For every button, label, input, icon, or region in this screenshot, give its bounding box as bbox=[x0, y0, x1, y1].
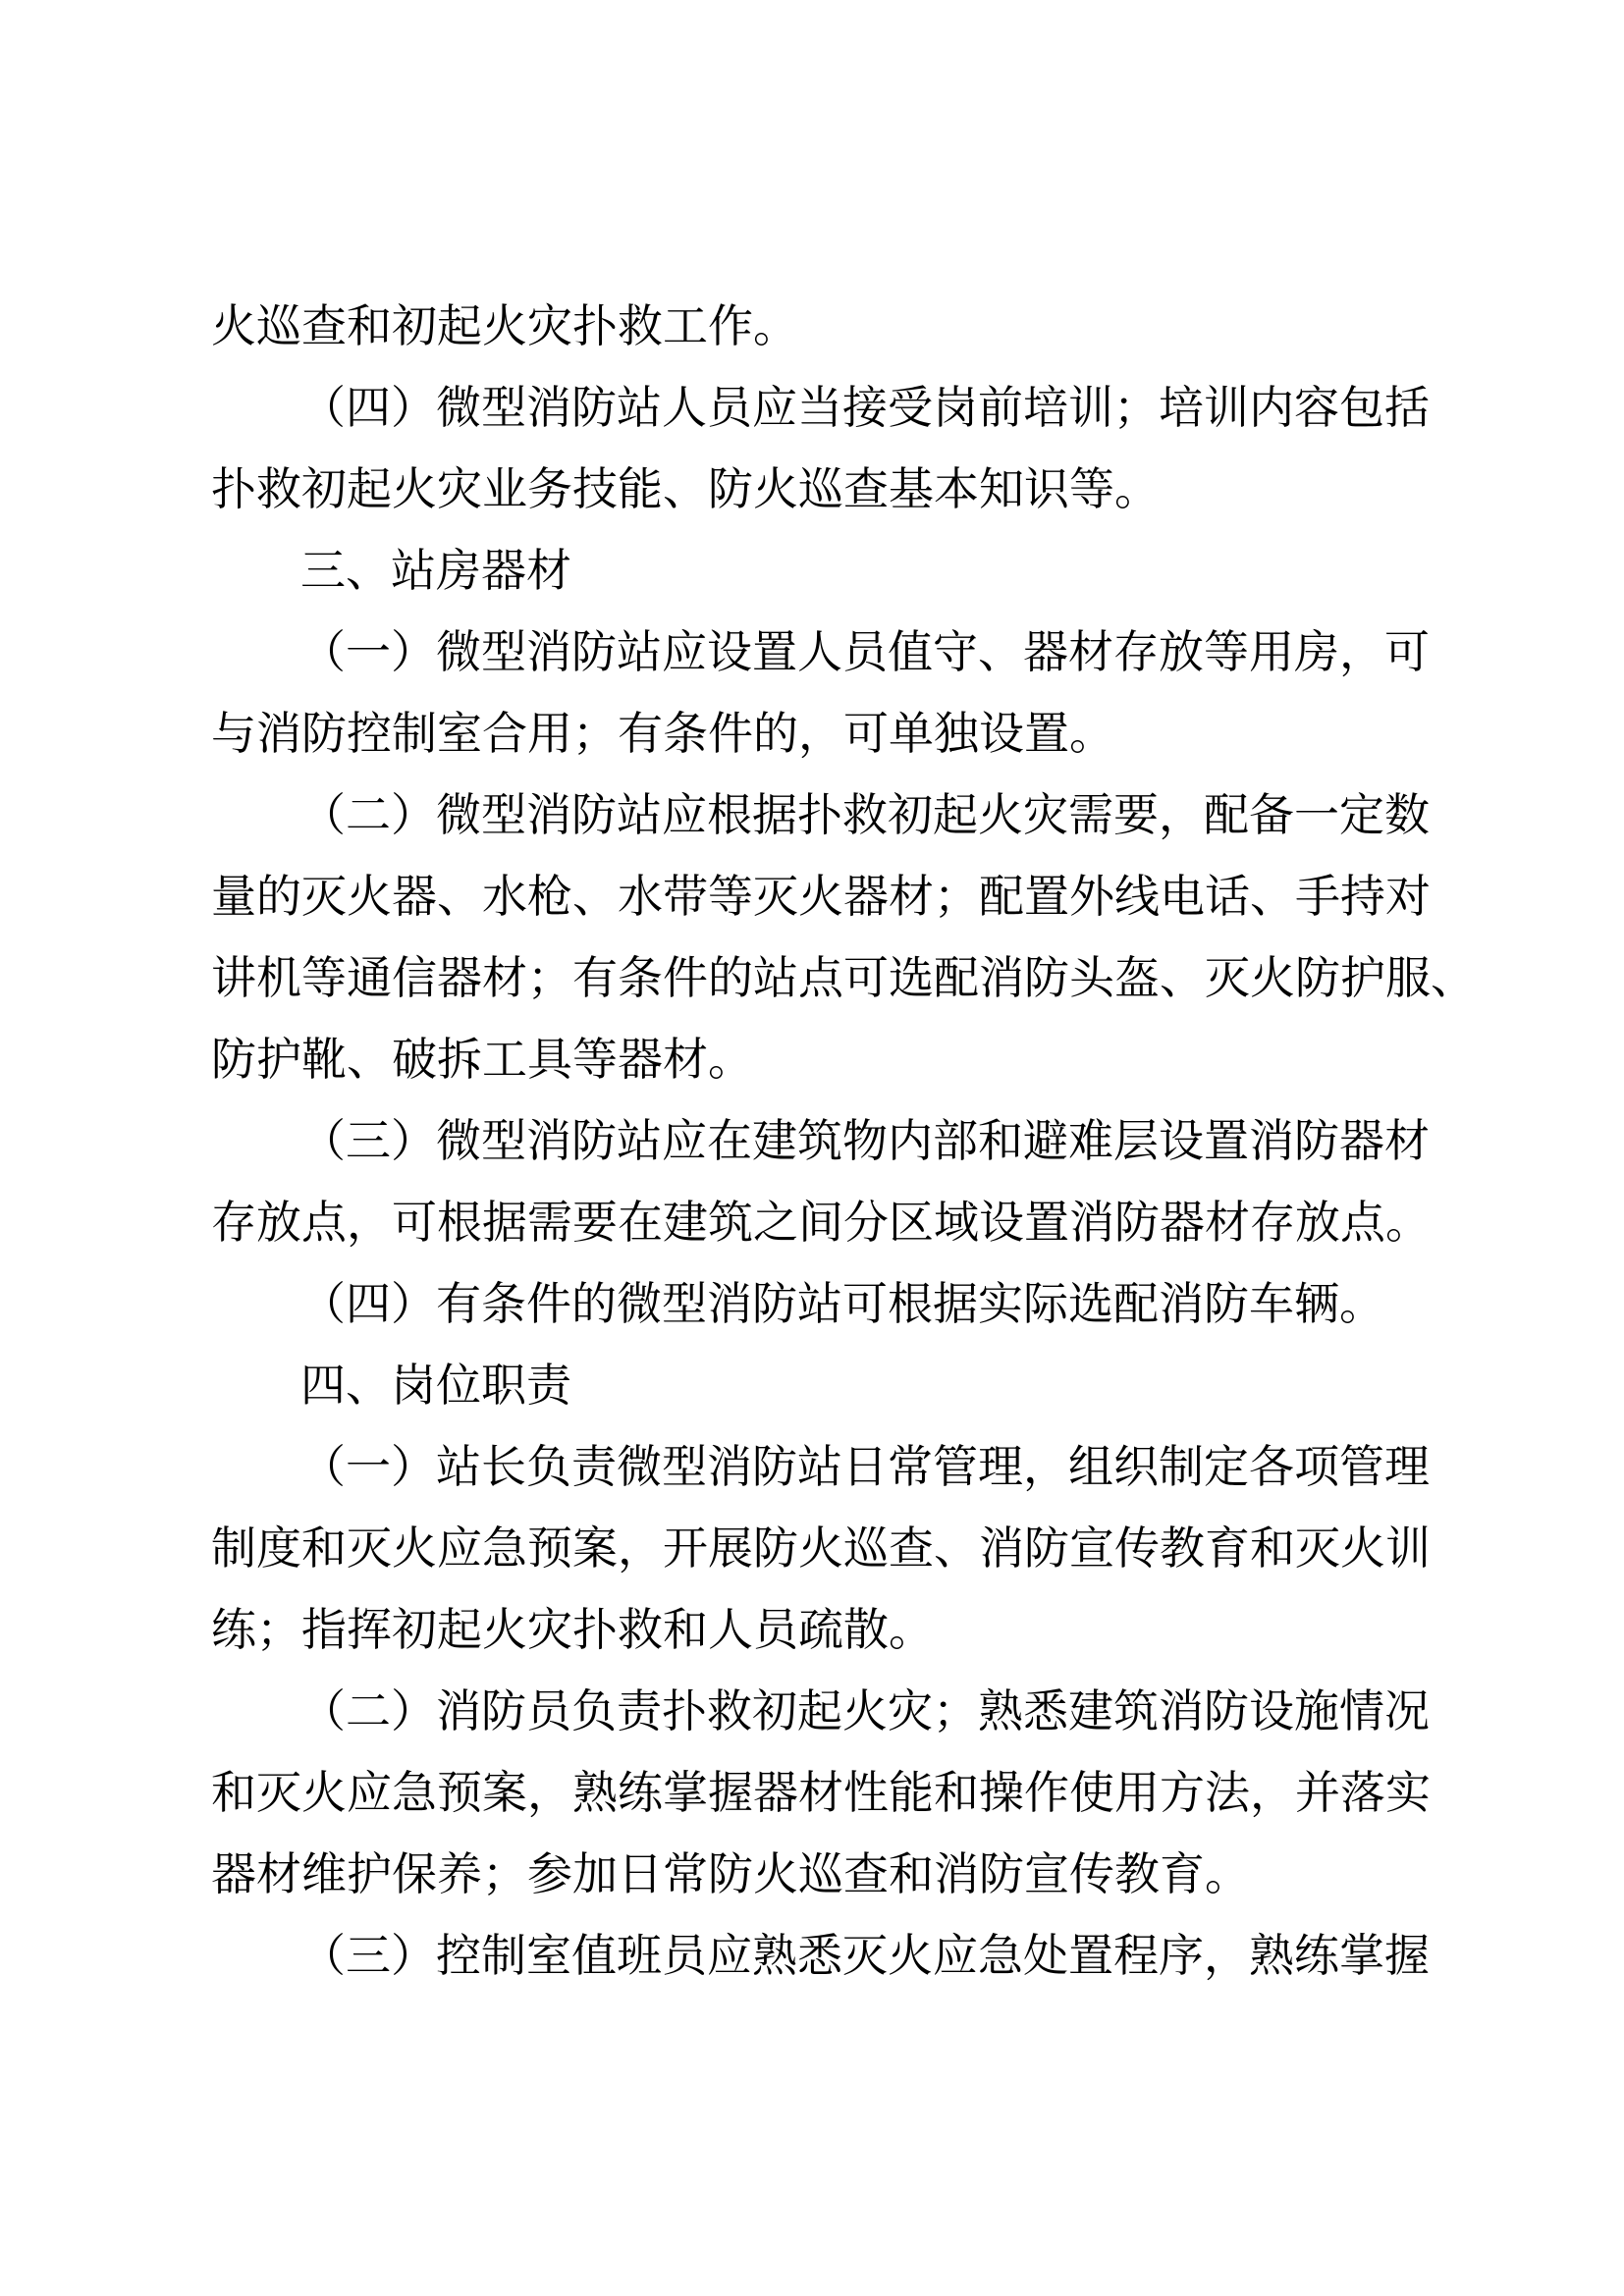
text-line: 存放点，可根据需要在建筑之间分区域设置消防器材存放点。 bbox=[211, 1196, 1431, 1249]
text-line: 练；指挥初起火灾扑救和人员疏散。 bbox=[211, 1603, 934, 1656]
text-line: 和灭火应急预案，熟练掌握器材性能和操作使用方法，并落实 bbox=[211, 1766, 1431, 1819]
section-heading: 三、站房器材 bbox=[300, 544, 571, 597]
text-line: 量的灭火器、水枪、水带等灭火器材；配置外线电话、手持对 bbox=[211, 870, 1431, 923]
paragraph-start: （二）微型消防站应根据扑救初起火灾需要，配备一定数 bbox=[300, 788, 1430, 841]
text-line: 讲机等通信器材；有条件的站点可选配消防头盔、灭火防护服、 bbox=[211, 951, 1476, 1004]
text-line: 制度和灭火应急预案，开展防火巡查、消防宣传教育和灭火训 bbox=[211, 1522, 1431, 1575]
text-line: 火巡查和初起火灾扑救工作。 bbox=[211, 299, 798, 352]
paragraph-start: （二）消防员负责扑救初起火灾；熟悉建筑消防设施情况 bbox=[300, 1684, 1430, 1737]
text-line: 防护靴、破拆工具等器材。 bbox=[211, 1033, 753, 1086]
paragraph-start: （三）控制室值班员应熟悉灭火应急处置程序，熟练掌握 bbox=[300, 1929, 1430, 1982]
paragraph-start: （四）有条件的微型消防站可根据实际选配消防车辆。 bbox=[300, 1277, 1384, 1330]
text-line: 扑救初起火灾业务技能、防火巡查基本知识等。 bbox=[211, 462, 1160, 515]
paragraph-start: （三）微型消防站应在建筑物内部和避难层设置消防器材 bbox=[300, 1114, 1430, 1167]
paragraph-start: （一）站长负责微型消防站日常管理，组织制定各项管理 bbox=[300, 1440, 1430, 1493]
text-line: 器材维护保养；参加日常防火巡查和消防宣传教育。 bbox=[211, 1847, 1250, 1900]
text-line: 与消防控制室合用；有条件的，可单独设置。 bbox=[211, 707, 1114, 760]
paragraph-start: （四）微型消防站人员应当接受岗前培训；培训内容包括 bbox=[300, 381, 1430, 434]
paragraph-start: （一）微型消防站应设置人员值守、器材存放等用房，可 bbox=[300, 625, 1430, 678]
section-heading: 四、岗位职责 bbox=[300, 1359, 571, 1412]
